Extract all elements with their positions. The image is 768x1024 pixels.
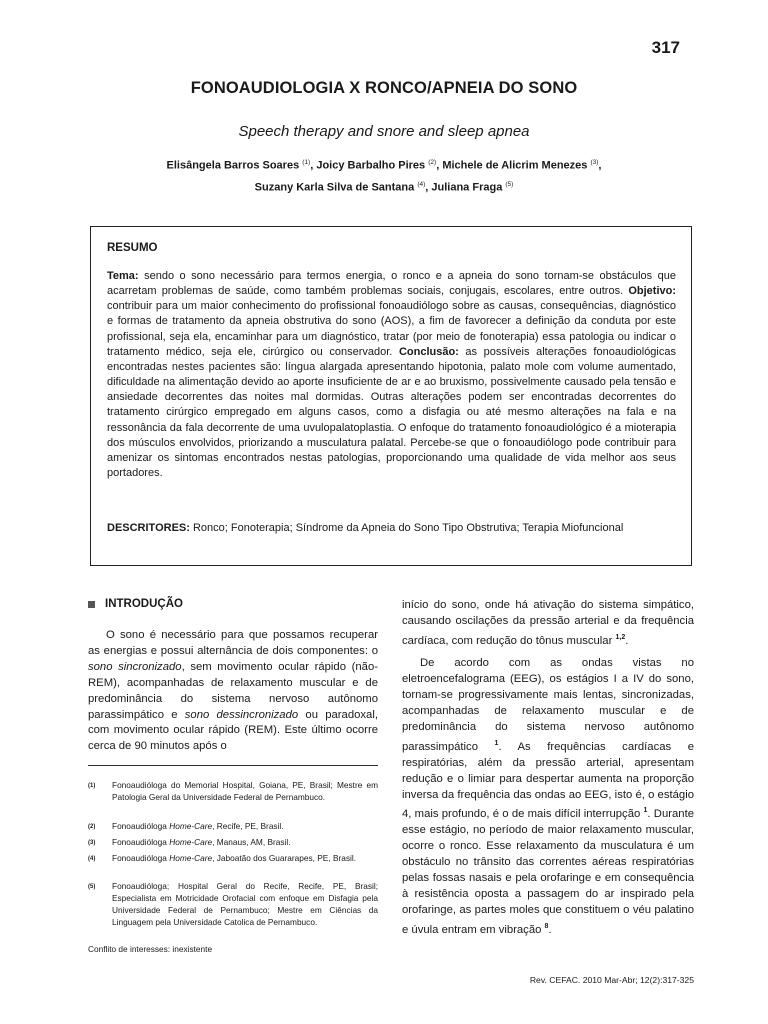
author-separator: , (436, 159, 443, 172)
author-name: Joicy Barbalho Pires (316, 159, 426, 172)
text-run: . Durante esse estágio, no período de maior relaxamento muscular, ocorre o ronco. Esse relaxamento da musculatura é um obstáculo no trânsito das correntes aéreas respiratórias pelas fossas nasais e pela orofaringe e em consequência à resistência oposta a passagem do ar inspirado pela orofaringe, as partes moles que constituem o véu palatino e úvula entram em vibração (402, 808, 695, 936)
author-name: Elisângela Barros Soares (166, 159, 300, 172)
authors-line-1 (0, 159, 768, 172)
abstract-heading: RESUMO (107, 242, 158, 254)
footnote-text (112, 852, 378, 865)
text-run: . (548, 923, 552, 936)
author-name: Juliana Fraga (431, 181, 503, 194)
keywords-text: Ronco; Fonoterapia; Síndrome da Apneia do Sono Tipo Obstrutiva; Terapia Miofuncional (189, 522, 624, 534)
text-run: Fonoaudióloga do Memorial Hospital, Goiana, PE, Brasil; Mestre em Patologia Geral da Universidade Federal de Pernambuco. (112, 780, 378, 802)
paragraph (402, 598, 694, 649)
abstract-body (107, 269, 676, 481)
author-mark: (4) (417, 181, 426, 188)
author-mark: (1) (302, 159, 311, 166)
italic-term: Home-Care (169, 853, 213, 863)
text-run: Fonoaudióloga; Hospital Geral do Recife, Recife, PE, Brasil; Especialista em Motricidade Orofacial com enfoque em Disfagia pela Universidade Federal de Pernambuco; Mestre em Ciências da Linguagem pela Universidade Catolica de Pernambuco. (112, 881, 378, 927)
author-separator: , (598, 159, 602, 172)
keywords-label: DESCRITORES: (107, 522, 190, 534)
footnote-text (112, 820, 378, 833)
abstract-text-objetivo: contribuir para um maior conhecimento do profissional fonoaudiólogo sobre as causas, consequências, diagnóstico e formas de tratamento da apneia obstrutiva do sono (AOS), a fim de favorecer a definição da conduta por este profissional, seja ela, encaminhar para um diagnóstico, tratar (por meio de fonoterapia) essa patologia ou indicar o tratamento médico, seja ele, cirúrgico ou conservador. (107, 300, 676, 358)
author-name: Michele de Alicrim Menezes (442, 159, 588, 172)
text-run: Fonoaudióloga (112, 853, 170, 863)
text-run: início do sono, onde há ativação do sistema simpático, causando oscilações da pressão arterial e da frequência cardíaca, com redução do tônus muscular (402, 599, 694, 647)
author-mark: (3) (590, 159, 599, 166)
footnote (88, 880, 378, 928)
journal-reference: Rev. CEFAC. 2010 Mar-Abr; 12(2):317-325 (529, 975, 694, 985)
footnote-text (112, 836, 378, 849)
citation-ref: 1,2 (615, 633, 626, 641)
text-run: . (625, 634, 629, 647)
abstract-label-conclusao: Conclusão: (398, 345, 459, 358)
author-name: Suzany Karla Silva de Santana (254, 181, 415, 194)
footnote-text (112, 779, 378, 803)
abstract-label-tema: Tema: (107, 270, 139, 282)
author-mark: (5) (505, 181, 514, 188)
text-run: , sem movimento ocular rápido (não-REM), acompanhadas de relaxamento muscular e de predominância do sistema nervoso autônomo parassimpático e (88, 660, 379, 721)
author-mark: (2) (428, 159, 437, 166)
right-column-text (402, 598, 694, 938)
footnote (88, 820, 378, 833)
text-run: , Manaus, AM, Brasil. (212, 837, 291, 847)
footnote-mark: (3) (88, 840, 96, 846)
footnote-mark: (5) (88, 884, 96, 890)
abstract-text-tema: sendo o sono necessário para termos energia, o ronco e a apneia do sono tornam-se obstáculos que acarretam problemas de saúde, como também problemas sociais, conjugais, escolares, entre outros. (107, 270, 676, 298)
text-run: De acordo com as ondas vistas no eletroencefalograma (EEG), os estágios I a IV do sono, tornam-se progressivamente mais lentas, sincronizadas, acompanhadas de relaxamento muscular e de predominância do sistema nervoso autônomo parassimpático (402, 657, 694, 753)
text-run: , Jaboatão dos Guararapes, PE, Brasil. (212, 853, 357, 863)
section-heading-label: INTRODUÇÃO (105, 598, 183, 610)
paragraph (402, 656, 694, 938)
abstract-box (90, 226, 692, 566)
author-separator: , (310, 159, 317, 172)
citation-ref: 8 (544, 922, 549, 930)
text-run: , Recife, PE, Brasil. (212, 821, 284, 831)
footnote-text (112, 880, 378, 928)
abstract-label-objetivo: Objetivo: (628, 285, 676, 298)
footnote (88, 779, 378, 803)
abstract-text-conclusao: as possíveis alterações fonoaudiológicas encontradas nestes pacientes são: língua alargada apresentando hipotonia, palato mole com volume aumentado, dificuldade na alimentação devido ao aporte insuficiente de ar e ao bruxismo, possivelmente causado pela tensão e ansiedade decorrentes das noites mal dormidas. Outras alterações podem ser encontradas decorrentes do tratamento cirúrgico empregado em alguns casos, como a disfagia ou até mesmo alterações na fala e na ressonância da fala decorrente de uma uvulopalatoplastia. O enfoque do tratamento fonoaudiológico é a mioterapia dos músculos envolvidos, priorizando a musculatura palatal. Percebe-se que o fonoaudiólogo pode contribuir para amenizar os sintomas encontrados nestas patologias, proporcionando uma qualidade de vida melhor aos seus portadores. (107, 345, 676, 480)
article-subtitle: Speech therapy and snore and sleep apnea (238, 123, 530, 140)
italic-term: Home-Care (169, 821, 213, 831)
text-run: . As frequências cardíacas e respiratórias, além da pressão arterial, apresentam redução e o limiar para despertar aumenta na proporção inversa da frequência das ondas ao EEG, isto é, o estágio 4, mais profundo, é o de mais difícil interrupção (402, 740, 694, 821)
footnote-divider (88, 765, 378, 766)
conflict-of-interest: Conflito de interesses: inexistente (88, 944, 213, 954)
text-run: O sono é necessário para que possamos recuperar as energias e possui alternância de dois componentes: o (88, 629, 378, 657)
italic-term: Home-Care (169, 837, 213, 847)
paragraph (88, 628, 378, 755)
footnote-mark: (1) (88, 783, 96, 789)
page-number: 317 (651, 38, 680, 57)
italic-term: sono sincronizado (88, 660, 182, 673)
footnote (88, 852, 378, 865)
text-run: ou paradoxal, com movimento ocular rápido (REM). Este último ocorre cerca de 90 minutos após o (88, 708, 378, 753)
italic-term: sono dessincronizado (184, 708, 299, 721)
citation-ref: 1 (494, 740, 499, 748)
citation-ref: 1 (643, 807, 648, 815)
footnote-mark: (4) (88, 856, 96, 862)
keywords (107, 520, 676, 536)
footnote-mark: (2) (88, 824, 96, 830)
author-separator: , (425, 181, 432, 194)
square-bullet-icon (88, 601, 95, 608)
authors-line-2 (0, 181, 768, 194)
footnote (88, 836, 378, 849)
article-title: FONOAUDIOLOGIA X RONCO/APNEIA DO SONO (190, 79, 578, 97)
text-run: Fonoaudióloga (112, 837, 170, 847)
text-run: Fonoaudióloga (112, 821, 170, 831)
left-column-text (88, 628, 378, 755)
section-heading-introduction (88, 598, 183, 610)
